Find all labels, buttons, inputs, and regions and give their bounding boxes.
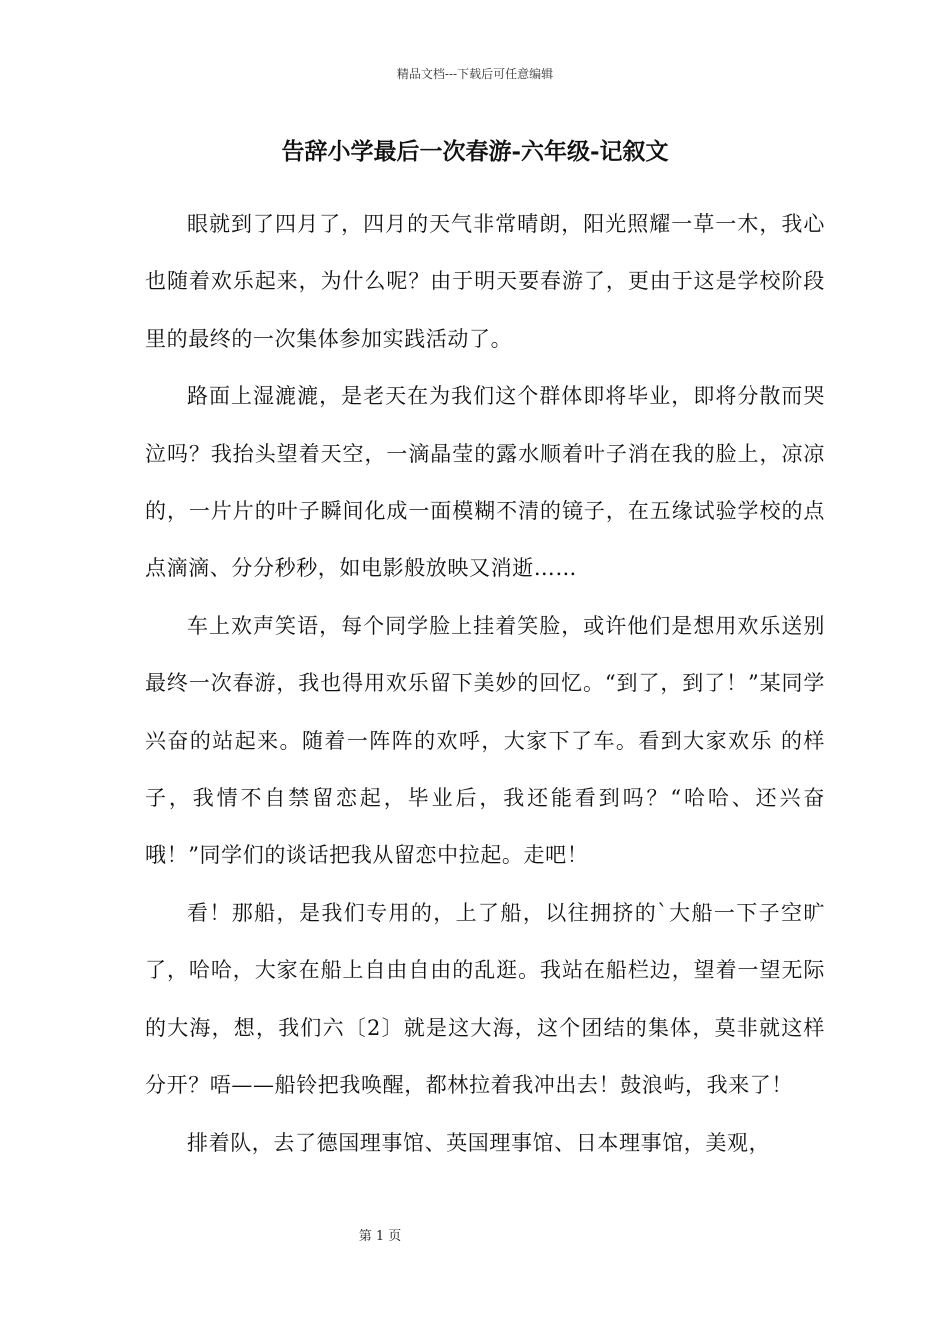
paragraph: 排着队，去了德国理事馆、英国理事馆、日本理事馆，美观， [187, 1130, 771, 1155]
paragraph: 看！那船，是我们专用的，上了船，以往拥挤的`大船一下子空旷了，哈哈，大家在船上自由自由的乱逛。我站在船栏边，望着一望无际的大海，想，我们六〔2〕就是这大海，这个团结的集体，莫非就这样分开？唔——船铃把我唤醒，都林拉着我冲出去！鼓浪屿，我来了！ [145, 900, 825, 1098]
paragraph: 车上欢声笑语，每个同学脸上挂着笑脸，或许他们是想用欢乐送别最终一次春游，我也得用欢乐留下美妙的回忆。“到了，到了！”某同学兴奋的站起来。随着一阵阵的欢呼，大家下了车。看到大家欢乐 的样子，我情不自禁留恋起，毕业后，我还能看到吗？“哈哈、还兴奋哦！”同学们的谈话把我从留恋中拉起。走吧！ [145, 613, 825, 868]
page-header: 精品文档---下载后可任意编辑 [396, 67, 554, 81]
paragraph: 眼就到了四月了，四月的天气非常晴朗，阳光照耀一草一木，我心也随着欢乐起来，为什么呢？由于明天要春游了，更由于这是学校阶段里的最终的一次集体参加实践活动了。 [145, 212, 825, 351]
document-title: 告辞小学最后一次春游-六年级-记叙文 [281, 138, 669, 165]
paragraph: 路面上湿漉漉，是老天在为我们这个群体即将毕业，即将分散而哭泣吗？我抬头望着天空，一滴晶莹的露水顺着叶子消在我的脸上，凉凉的，一片片的叶子瞬间化成一面模糊不清的镜子，在五缘试验学校的点点滴滴、分分秒秒，如电影般放映又消逝…… [145, 384, 825, 581]
document-body [145, 196, 825, 1172]
page-number: 第 1 页 [358, 1229, 402, 1244]
